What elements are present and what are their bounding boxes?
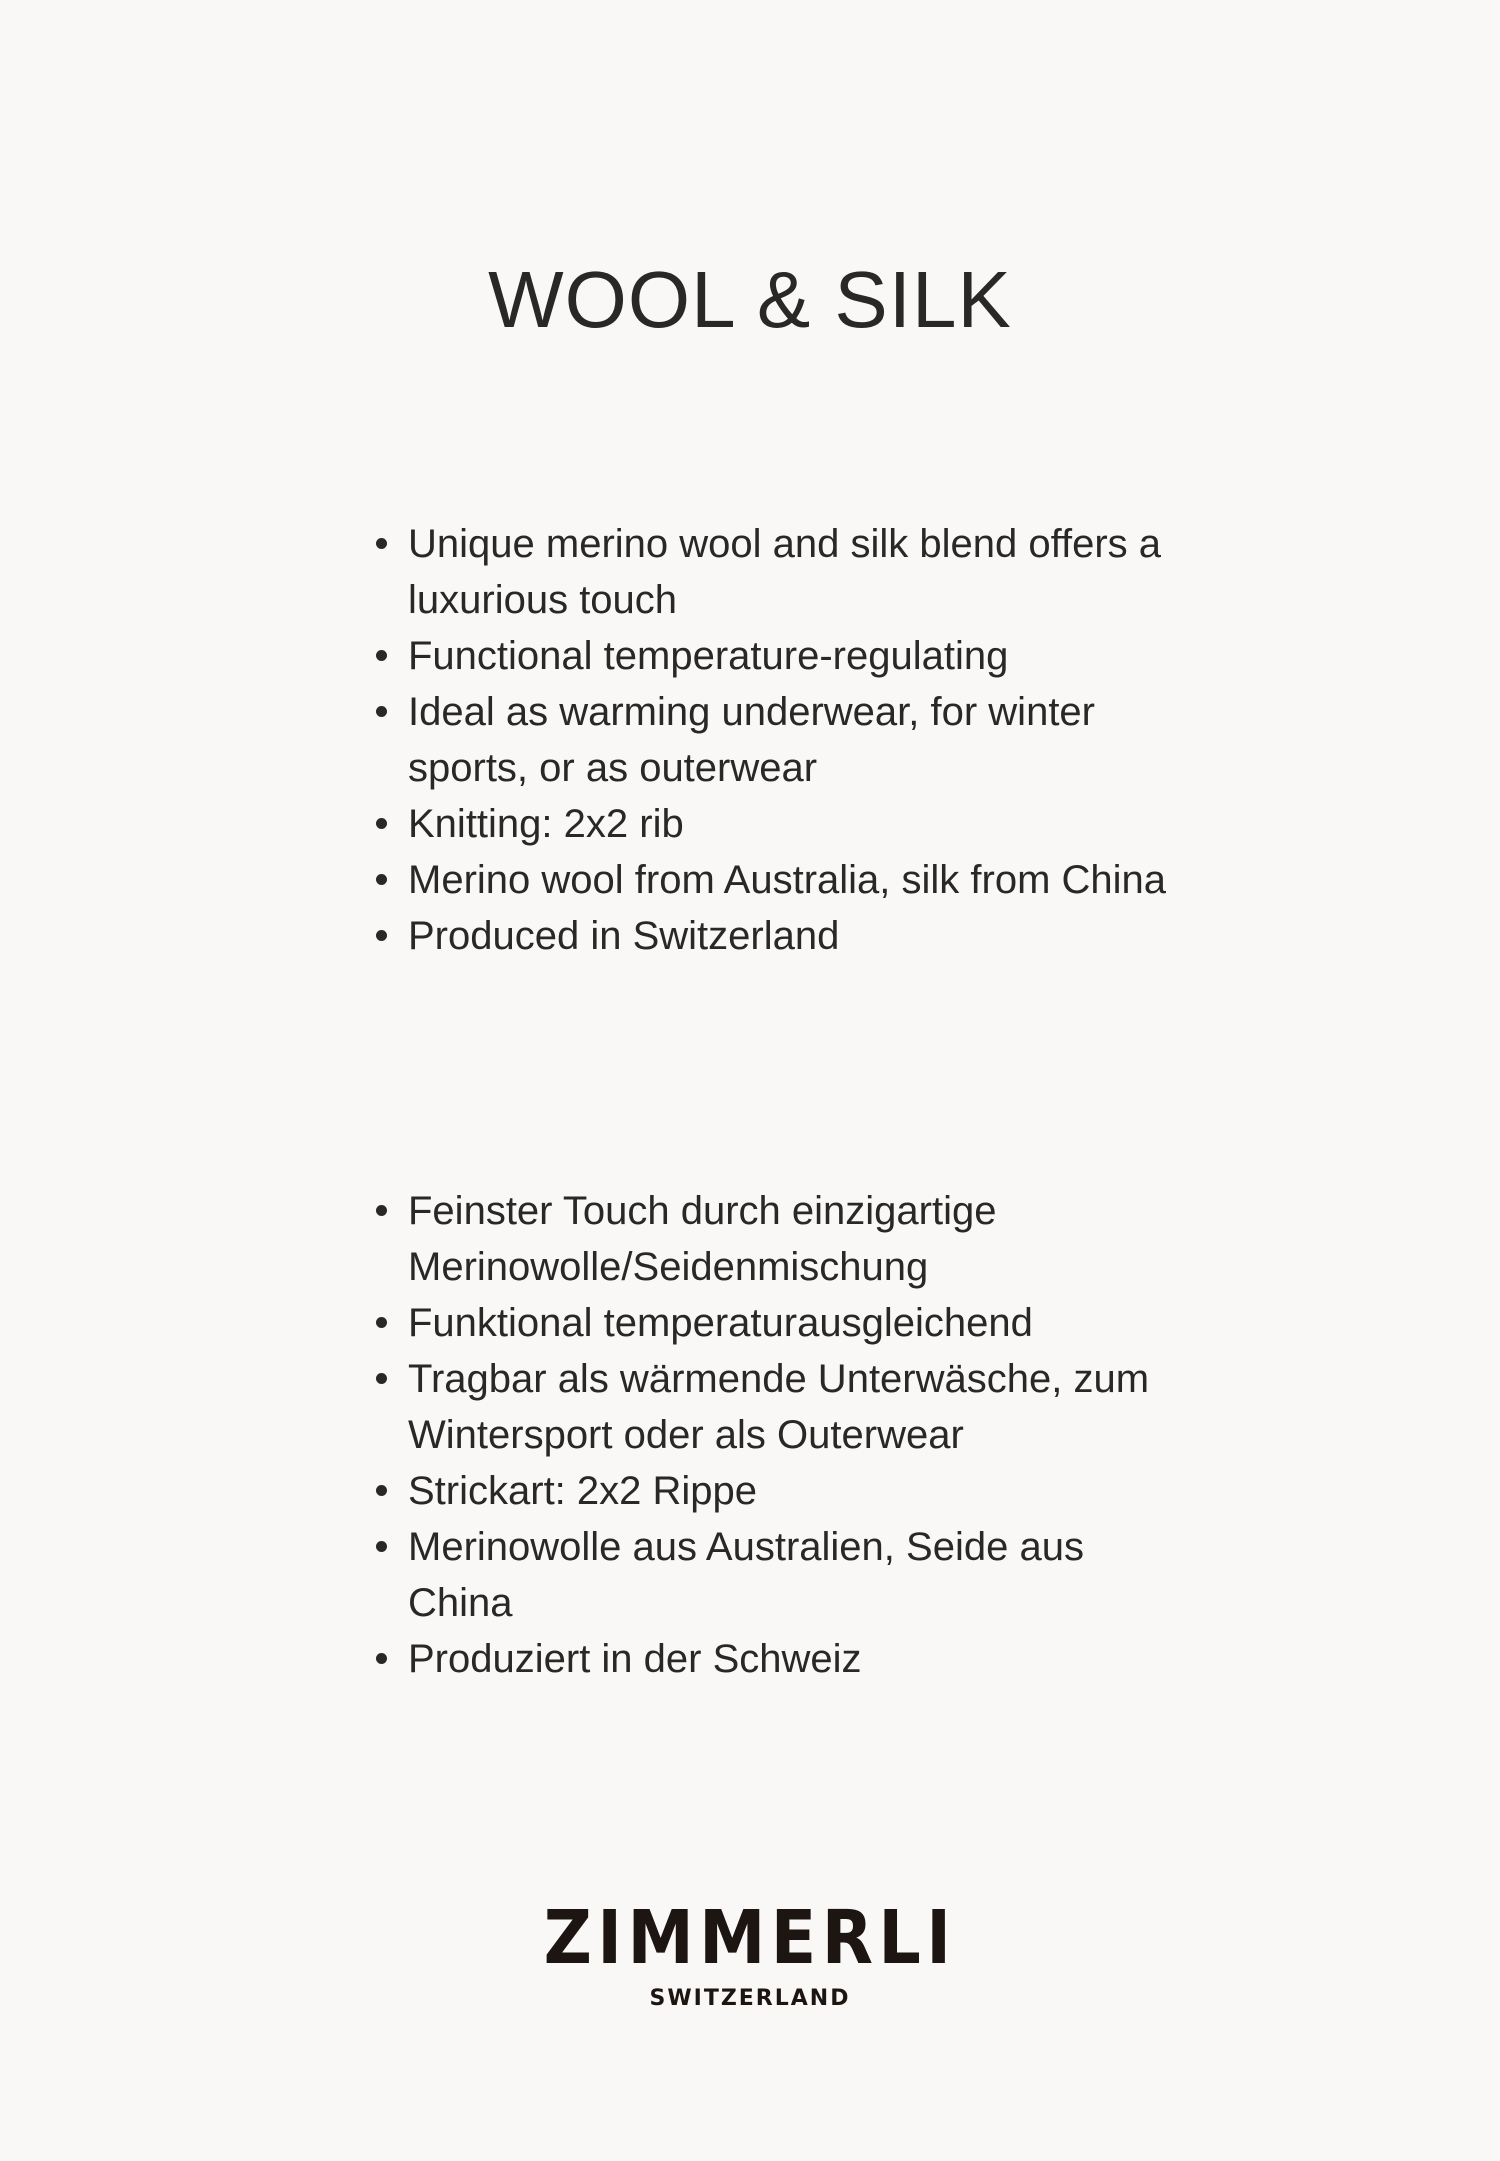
feature-text: Funktional temperaturausgleichend [408,1301,1033,1345]
bullet-icon [376,1317,387,1328]
bullet-icon [376,1541,387,1552]
feature-text: Produced in Switzerland [408,914,840,958]
feature-text: Ideal as warming underwear, for winter sports, or as outerwear [408,690,1095,790]
feature-list-english [408,516,1188,964]
list-item [408,796,1188,852]
feature-text: Strickart: 2x2 Rippe [408,1469,758,1513]
list-item [408,1519,1188,1631]
bullet-icon [376,1205,387,1216]
list-item [408,1351,1188,1463]
list-item [408,684,1188,796]
bullet-icon [376,538,387,549]
list-item [408,1183,1188,1295]
feature-text: Functional temperature-regulating [408,634,1009,678]
bullet-icon [376,874,387,885]
bullet-icon [376,930,387,941]
bullet-icon [376,818,387,829]
list-item [408,1295,1188,1351]
feature-text: Knitting: 2x2 rib [408,802,684,846]
feature-text: Feinster Touch durch einzigartige Merinowolle/Seidenmischung [408,1189,997,1289]
page-title: WOOL & SILK [488,255,1012,344]
feature-list-german [408,1183,1188,1687]
list-item [408,1463,1188,1519]
list-item [408,1631,1188,1687]
feature-text: Produziert in der Schweiz [408,1637,862,1681]
brand-tagline: SWITZERLAND [649,1986,851,2011]
bullet-icon [376,650,387,661]
bullet-icon [376,1653,387,1664]
list-item [408,908,1188,964]
feature-text: Merino wool from Australia, silk from China [408,858,1167,902]
brand-name: ZIMMERLI [543,1895,957,1981]
list-item [408,852,1188,908]
feature-text: Merinowolle aus Australien, Seide aus China [408,1525,1084,1625]
bullet-icon [376,706,387,717]
feature-text: Unique merino wool and silk blend offers a luxurious touch [408,522,1162,622]
feature-text: Tragbar als wärmende Unterwäsche, zum Wintersport oder als Outerwear [408,1357,1150,1457]
bullet-icon [376,1485,387,1496]
brand-logo [0,1895,1500,2014]
bullet-icon [376,1373,387,1384]
list-item [408,628,1188,684]
list-item [408,516,1188,628]
